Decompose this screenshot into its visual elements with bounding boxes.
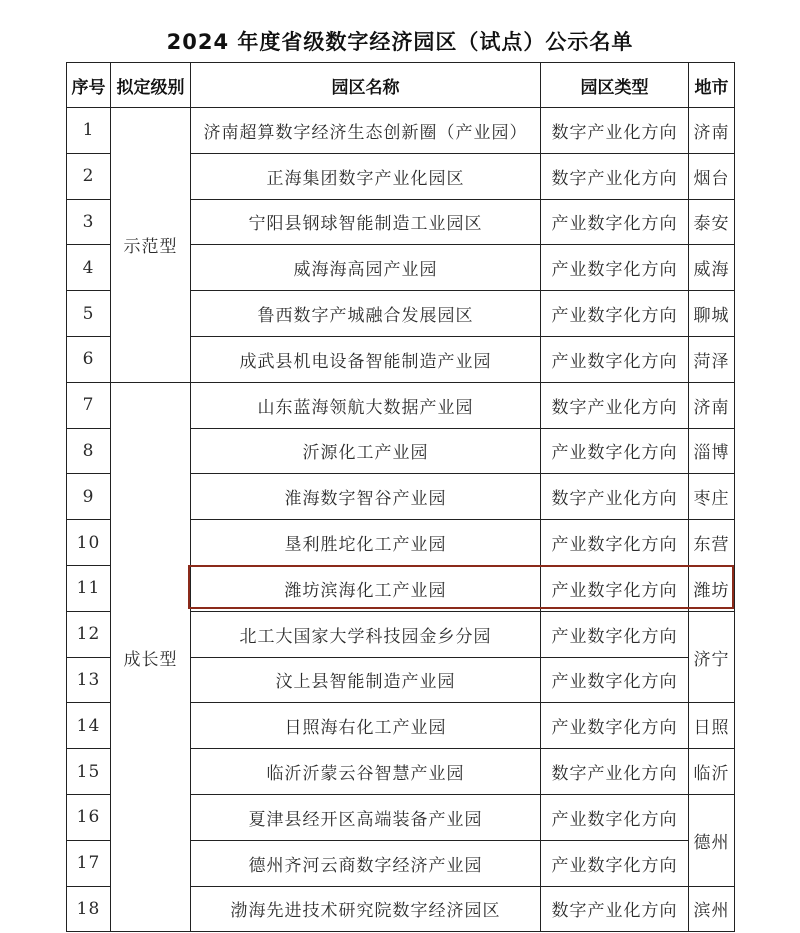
row-seq: 17 (67, 840, 111, 886)
row-type: 数字产业化方向 (541, 749, 689, 795)
row-type: 产业数字化方向 (541, 794, 689, 840)
row-city: 威海 (689, 245, 735, 291)
row-city: 东营 (689, 520, 735, 566)
row-city: 菏泽 (689, 336, 735, 382)
row-city: 烟台 (689, 153, 735, 199)
table-header-row (67, 63, 735, 108)
row-type: 产业数字化方向 (541, 657, 689, 703)
row-type: 产业数字化方向 (541, 199, 689, 245)
row-type: 数字产业化方向 (541, 474, 689, 520)
row-name: 德州齐河云商数字经济产业园 (191, 840, 541, 886)
row-name: 日照海右化工产业园 (191, 703, 541, 749)
row-type: 数字产业化方向 (541, 153, 689, 199)
row-type: 数字产业化方向 (541, 886, 689, 932)
row-seq: 12 (67, 611, 111, 657)
row-seq: 3 (67, 199, 111, 245)
row-name: 鲁西数字产城融合发展园区 (191, 291, 541, 337)
row-city: 泰安 (689, 199, 735, 245)
row-type: 产业数字化方向 (541, 703, 689, 749)
row-seq: 15 (67, 749, 111, 795)
row-type: 产业数字化方向 (541, 840, 689, 886)
header-city: 地市 (689, 63, 735, 108)
row-city: 滨州 (689, 886, 735, 932)
row-seq: 14 (67, 703, 111, 749)
row-name: 北工大国家大学科技园金乡分园 (191, 611, 541, 657)
row-city: 济宁 (689, 611, 735, 703)
row-city: 日照 (689, 703, 735, 749)
row-seq: 6 (67, 336, 111, 382)
row-name: 宁阳县钢球智能制造工业园区 (191, 199, 541, 245)
row-type: 产业数字化方向 (541, 611, 689, 657)
row-name: 正海集团数字产业化园区 (191, 153, 541, 199)
level-cell: 示范型 (111, 108, 191, 383)
row-name: 垦利胜坨化工产业园 (191, 520, 541, 566)
header-seq: 序号 (67, 63, 111, 108)
row-city: 济南 (689, 108, 735, 154)
row-name: 沂源化工产业园 (191, 428, 541, 474)
row-seq: 8 (67, 428, 111, 474)
row-name: 临沂沂蒙云谷智慧产业园 (191, 749, 541, 795)
row-name: 夏津县经开区高端装备产业园 (191, 794, 541, 840)
row-seq: 10 (67, 520, 111, 566)
header-type: 园区类型 (541, 63, 689, 108)
row-type: 产业数字化方向 (541, 428, 689, 474)
row-name: 山东蓝海领航大数据产业园 (191, 382, 541, 428)
row-city: 临沂 (689, 749, 735, 795)
row-type: 数字产业化方向 (541, 108, 689, 154)
row-seq: 1 (67, 108, 111, 154)
row-type: 产业数字化方向 (541, 336, 689, 382)
row-type: 产业数字化方向 (541, 291, 689, 337)
header-level: 拟定级别 (111, 63, 191, 108)
row-city: 枣庄 (689, 474, 735, 520)
park-list-table (66, 62, 735, 932)
row-seq: 7 (67, 382, 111, 428)
row-seq: 18 (67, 886, 111, 932)
document-title: 2024 年度省级数字经济园区（试点）公示名单 (166, 30, 634, 54)
row-seq: 16 (67, 794, 111, 840)
row-city: 聊城 (689, 291, 735, 337)
row-type: 产业数字化方向 (541, 520, 689, 566)
row-city: 德州 (689, 794, 735, 886)
row-name: 渤海先进技术研究院数字经济园区 (191, 886, 541, 932)
row-name: 汶上县智能制造产业园 (191, 657, 541, 703)
row-seq: 11 (67, 565, 111, 611)
row-seq: 2 (67, 153, 111, 199)
level-cell: 成长型 (111, 382, 191, 932)
row-name: 淮海数字智谷产业园 (191, 474, 541, 520)
row-city: 淄博 (689, 428, 735, 474)
table-row (67, 382, 735, 428)
row-name: 威海海高园产业园 (191, 245, 541, 291)
row-type: 数字产业化方向 (541, 382, 689, 428)
row-name: 成武县机电设备智能制造产业园 (191, 336, 541, 382)
row-city: 济南 (689, 382, 735, 428)
row-type: 产业数字化方向 (541, 565, 689, 611)
row-type: 产业数字化方向 (541, 245, 689, 291)
row-name: 济南超算数字经济生态创新圈（产业园） (191, 108, 541, 154)
row-name: 潍坊滨海化工产业园 (191, 565, 541, 611)
row-city: 潍坊 (689, 565, 735, 611)
row-seq: 4 (67, 245, 111, 291)
header-name: 园区名称 (191, 63, 541, 108)
row-seq: 13 (67, 657, 111, 703)
row-seq: 9 (67, 474, 111, 520)
row-seq: 5 (67, 291, 111, 337)
table-row (67, 108, 735, 154)
